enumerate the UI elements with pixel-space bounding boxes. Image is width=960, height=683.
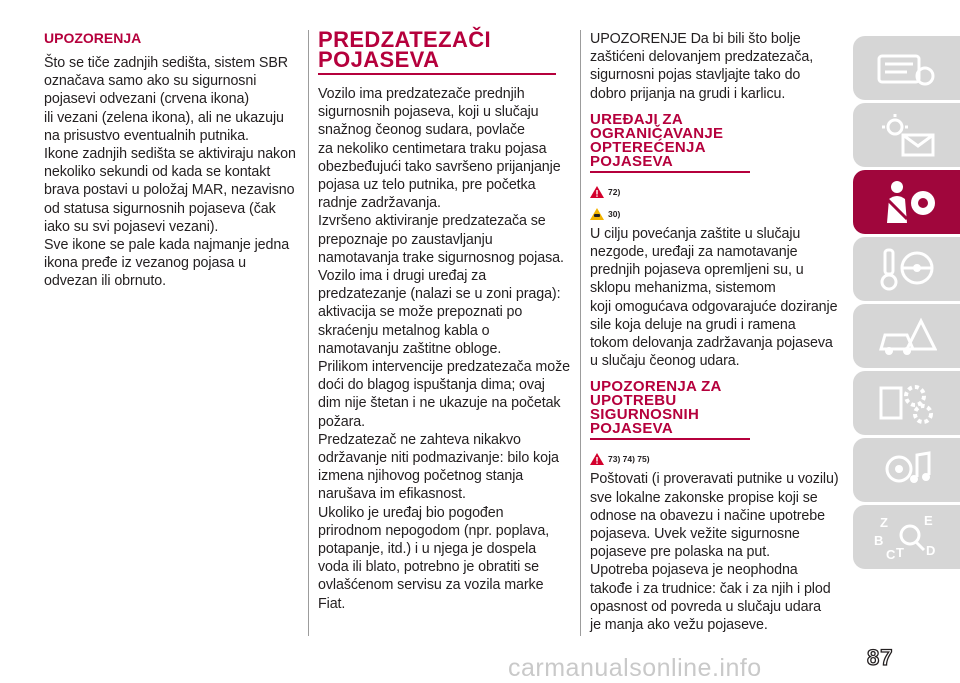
car-info-icon xyxy=(877,48,937,88)
tab-emergency[interactable] xyxy=(853,304,960,368)
load-limiters-title: UREĐAJI ZA OGRANIČAVANJE OPTEREĆENJA POJASEVA xyxy=(590,110,724,170)
warning-note-ref: 72) xyxy=(608,186,621,197)
index-letter: E xyxy=(923,513,933,528)
column-divider-right xyxy=(580,30,581,636)
tab-key-steering[interactable] xyxy=(853,237,960,301)
tab-car-info[interactable] xyxy=(853,36,960,100)
section-underline xyxy=(590,438,750,440)
pretensioners-title: PREDZATEZAČI POJASEVA xyxy=(318,27,492,72)
title-underline xyxy=(318,73,556,75)
tab-airbag-seatbelt[interactable] xyxy=(853,170,960,234)
warning-triangle-icon xyxy=(590,186,604,198)
index-letter: Z xyxy=(879,515,888,530)
page-number: 87 xyxy=(867,645,894,670)
seatbelt-warnings-title: UPOZORENJA ZA UPOTREBU SIGURNOSNIH POJASEVA xyxy=(590,378,722,438)
dashboard-lights-icon xyxy=(877,113,937,157)
warning-note xyxy=(590,181,840,203)
column-divider-left xyxy=(308,30,309,636)
index-letter: B xyxy=(873,533,883,548)
airbag-seatbelt-icon xyxy=(877,179,937,225)
column-1 xyxy=(44,30,299,291)
chapter-tabs xyxy=(853,36,960,572)
warning-note-ref: 73) 74) 75) xyxy=(608,454,650,465)
tab-dashboard-lights[interactable] xyxy=(853,103,960,167)
warning-triangle-car-icon xyxy=(877,313,937,359)
caution-note xyxy=(590,203,840,225)
caution-car-icon xyxy=(590,208,604,220)
caution-note-ref: 30) xyxy=(608,208,621,219)
warning-triangle-icon xyxy=(590,453,604,465)
column-3 xyxy=(590,30,840,634)
maintenance-gears-icon xyxy=(877,380,937,426)
tab-index[interactable] xyxy=(853,505,960,569)
warnings-text: Što se tiče zadnjih sedišta, sistem SBR označava samo ako su sigurnosni pojasevi odvezani (crvena ikona) ili vezani (zelena ikona), ali ne ukazuju na prisustvo eventualnih putnika. Ikone zadnjih sedišta se aktiviraju nakon nekoliko sekundi od kada se kontakt brava postavi u položaj MAR, nezavisno od statusa sigurnosnih pojaseva (čak iako su svi pojasevi vezani). Sve ikone se pale kada najmanje jedna ikona pređe iz vezanog pojasa u odvezan ili obrnuto. xyxy=(44,55,296,290)
column-2 xyxy=(318,27,573,613)
warnings-heading: UPOZORENJA xyxy=(44,30,142,46)
index-letter: D xyxy=(925,543,935,558)
seatbelt-warnings-text: Poštovati (i proveravati putnike u vozilu) sve lokalne zakonske propise koji se odnose na obavezu i načine upotrebe pojaseva. Uvek vežite sigurnosne pojaseve pre polaska na put. Upotreba pojaseva je neophodna takođe i za trudnice: čak i za njih i plod opasnost od povreda u slučaju udara je manja ako vežu pojaseve. xyxy=(590,471,839,634)
multimedia-icon xyxy=(877,447,937,493)
warning-note xyxy=(590,448,840,470)
key-steering-wheel-icon xyxy=(877,246,937,292)
index-letter: T xyxy=(895,545,904,560)
tab-multimedia[interactable] xyxy=(853,438,960,502)
index-letter: C xyxy=(885,547,895,562)
section-underline xyxy=(590,171,750,173)
index-letters-icon xyxy=(872,511,942,563)
pretensioners-text: Vozilo ima predzatezače prednjih sigurnosnih pojaseva, koji u slučaju snažnog čeonog sudara, povlače za nekoliko centimetara traku pojasa obezbeđujući tako savršeno prijanjanje pojasa uz telo putnika, pre početka radnje zadržavanja. Izvršeno aktiviranje predzatezača se prepoznaje po zaustavljanju namotavanja trake sigurnosnog pojasa. Vozilo ima i drugi uređaj za predzatezanje (nalazi se u zoni praga): aktivacija se može prepoznati po skraćenju metalnog kabla o namotavanju zaštitne obloge. Prilikom intervencije predzatezača može doći do blagog ispuštanja dima; ovaj dim nije štetan i ne ukazuje na početak požara. Predzatezač ne zahteva nikakvo održavanje niti podmazivanje: bilo koja izmena njihovog početnog stanja narušava im efikasnost. Ukoliko je uređaj bio pogođen prirodnom nepogodom (npr. poplava, potapanje, itd.) i u njega je dospela voda ili blato, potrebno je obratiti se ovlašćenom servisu za vozila marke Fiat. xyxy=(318,86,570,612)
pretensioner-warning-text: UPOZORENJE Da bi bili što bolje zaštićeni delovanjem predzatezača, sigurnosni pojas stavljajte tako do dobro prijanja na grudi i karlicu. xyxy=(590,31,814,102)
tab-maintenance[interactable] xyxy=(853,371,960,435)
watermark: carmanualsonline.info xyxy=(508,654,762,682)
load-limiters-text: U cilju povećanja zaštite u slučaju nezgode, uređaji za namotavanje prednjih pojaseva opremljeni su, u sklopu mehanizma, sistemom koji omogućava odgovarajuće doziranje sile koja deluje na grudi i ramena tokom delovanja zadržavanja pojaseva u slučaju čeonog udara. xyxy=(590,225,838,370)
